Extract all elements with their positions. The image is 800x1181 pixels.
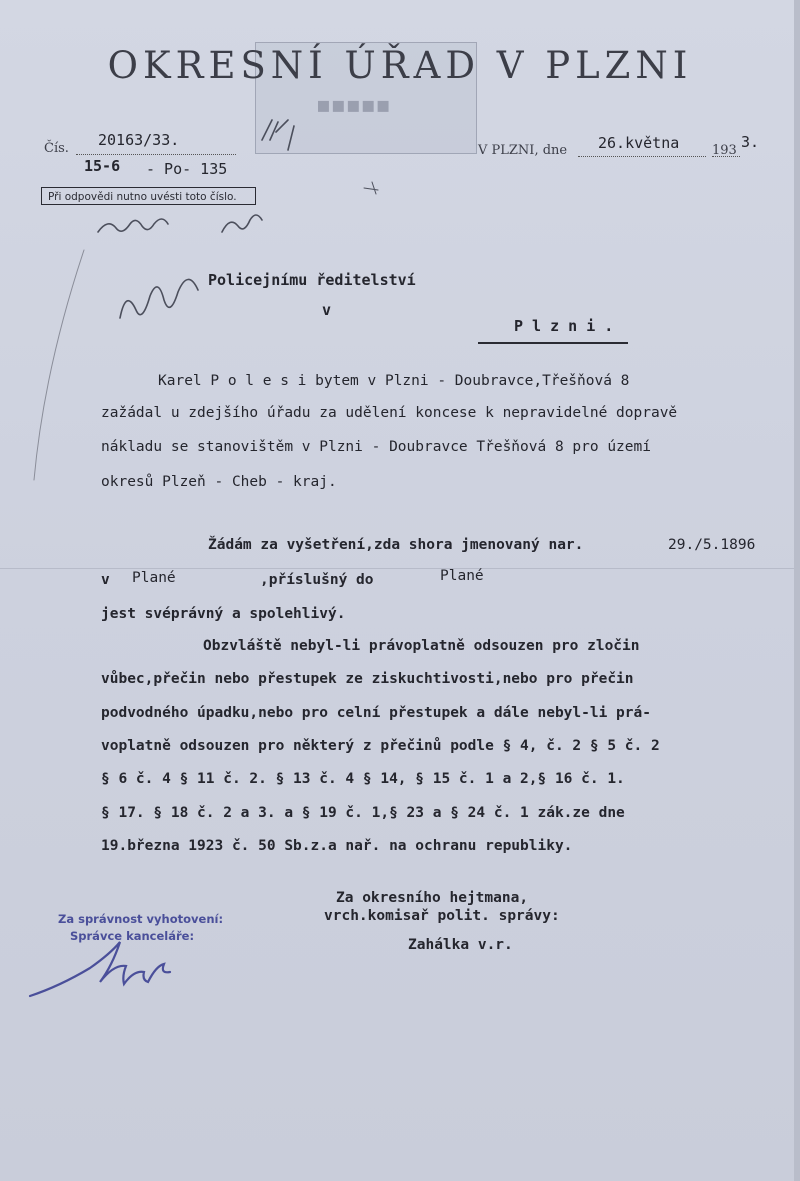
- reference-number: 20163/33.: [98, 131, 180, 149]
- body-para3-line7: 19.března 1923 č. 50 Sb.z.a nař. na ochranu republiky.: [101, 838, 573, 854]
- letter-date: 26.května: [598, 134, 680, 152]
- body-para1-line3: nákladu se stanovištěm v Plzni - Doubravce Třešňová 8 pro území: [101, 439, 651, 455]
- body-para3-line5: § 6 č. 4 § 11 č. 2. § 13 č. 4 § 14, § 15 č. 1 a 2,§ 16 č. 1.: [101, 771, 625, 787]
- body-para1-line4: okresů Plzeň - Cheb - kraj.: [101, 474, 337, 490]
- domicile-place: Plané: [440, 568, 484, 584]
- margin-pencil-line: [34, 250, 84, 480]
- margin-signature: [120, 279, 198, 318]
- received-stamp: ▪▪▪▪▪: [255, 42, 477, 154]
- reference-sub-number: 15-6: [84, 157, 121, 175]
- margin-note-1: [98, 219, 168, 232]
- signature-line1: Za okresního hejtmana,: [336, 890, 529, 906]
- certification-line1: Za správnost vyhotovení:: [58, 912, 224, 926]
- reference-notice: Při odpovědi nutno uvésti toto číslo.: [41, 187, 256, 205]
- signature-line3: Zahálka v.r.: [408, 937, 513, 953]
- body-para3-line1: Obzvláště nebyl-li právoplatně odsouzen pro zločin: [203, 638, 640, 654]
- year-digit: 3.: [741, 133, 760, 151]
- domicile-label: ,příslušný do: [260, 572, 374, 588]
- body-para3-line4: voplatně odsouzen pro některý z přečinů podle § 4, č. 2 § 5 č. 2: [101, 738, 660, 754]
- reference-sub-ref: - Po- 135: [146, 160, 228, 178]
- clerk-signature: [30, 942, 170, 996]
- stamp-initials: [262, 120, 294, 150]
- body-para3-line2: vůbec,přečin nebo přestupek ze ziskuchtivosti,nebo pro přečin: [101, 671, 634, 687]
- body-para3-line6: § 17. § 18 č. 2 a 3. a § 19 č. 1,§ 23 a § 24 č. 1 zák.ze dne: [101, 805, 625, 821]
- body-para1-line2: zažádal u zdejšího úřadu za udělení koncese k nepravidelné dopravě: [101, 405, 678, 421]
- pencil-cross: [364, 182, 378, 194]
- cis-label: Čís.: [44, 141, 69, 156]
- office-heading: OKRESNÍ ÚŘAD V PLZNI: [107, 44, 693, 87]
- request-line: Žádám za vyšetření,zda shora jmenovaný nar.: [208, 537, 584, 553]
- recipient-line2: v: [322, 301, 332, 319]
- birth-prefix: v: [101, 572, 110, 588]
- place-date-prefix: V PLZNI, dne: [478, 143, 568, 158]
- certification-line2: Správce kanceláře:: [70, 929, 195, 943]
- body-para3-line3: podvodného úpadku,nebo pro celní přestupek a dále nebyl-li prá-: [101, 705, 651, 721]
- year-prefix: 193: [712, 143, 737, 158]
- margin-note-2: [222, 215, 262, 232]
- birth-place: Plané: [132, 570, 176, 586]
- recipient-line3: P l z n i .: [514, 317, 614, 335]
- body-para1-line1: Karel P o l e s i bytem v Plzni - Doubravce,Třešňová 8: [158, 373, 630, 389]
- recipient-line1: Policejnímu ředitelství: [208, 271, 416, 289]
- competence-line: jest svéprávný a spolehlivý.: [101, 606, 346, 622]
- signature-line2: vrch.komisař polit. správy:: [324, 908, 560, 924]
- birth-date: 29./5.1896: [668, 537, 756, 553]
